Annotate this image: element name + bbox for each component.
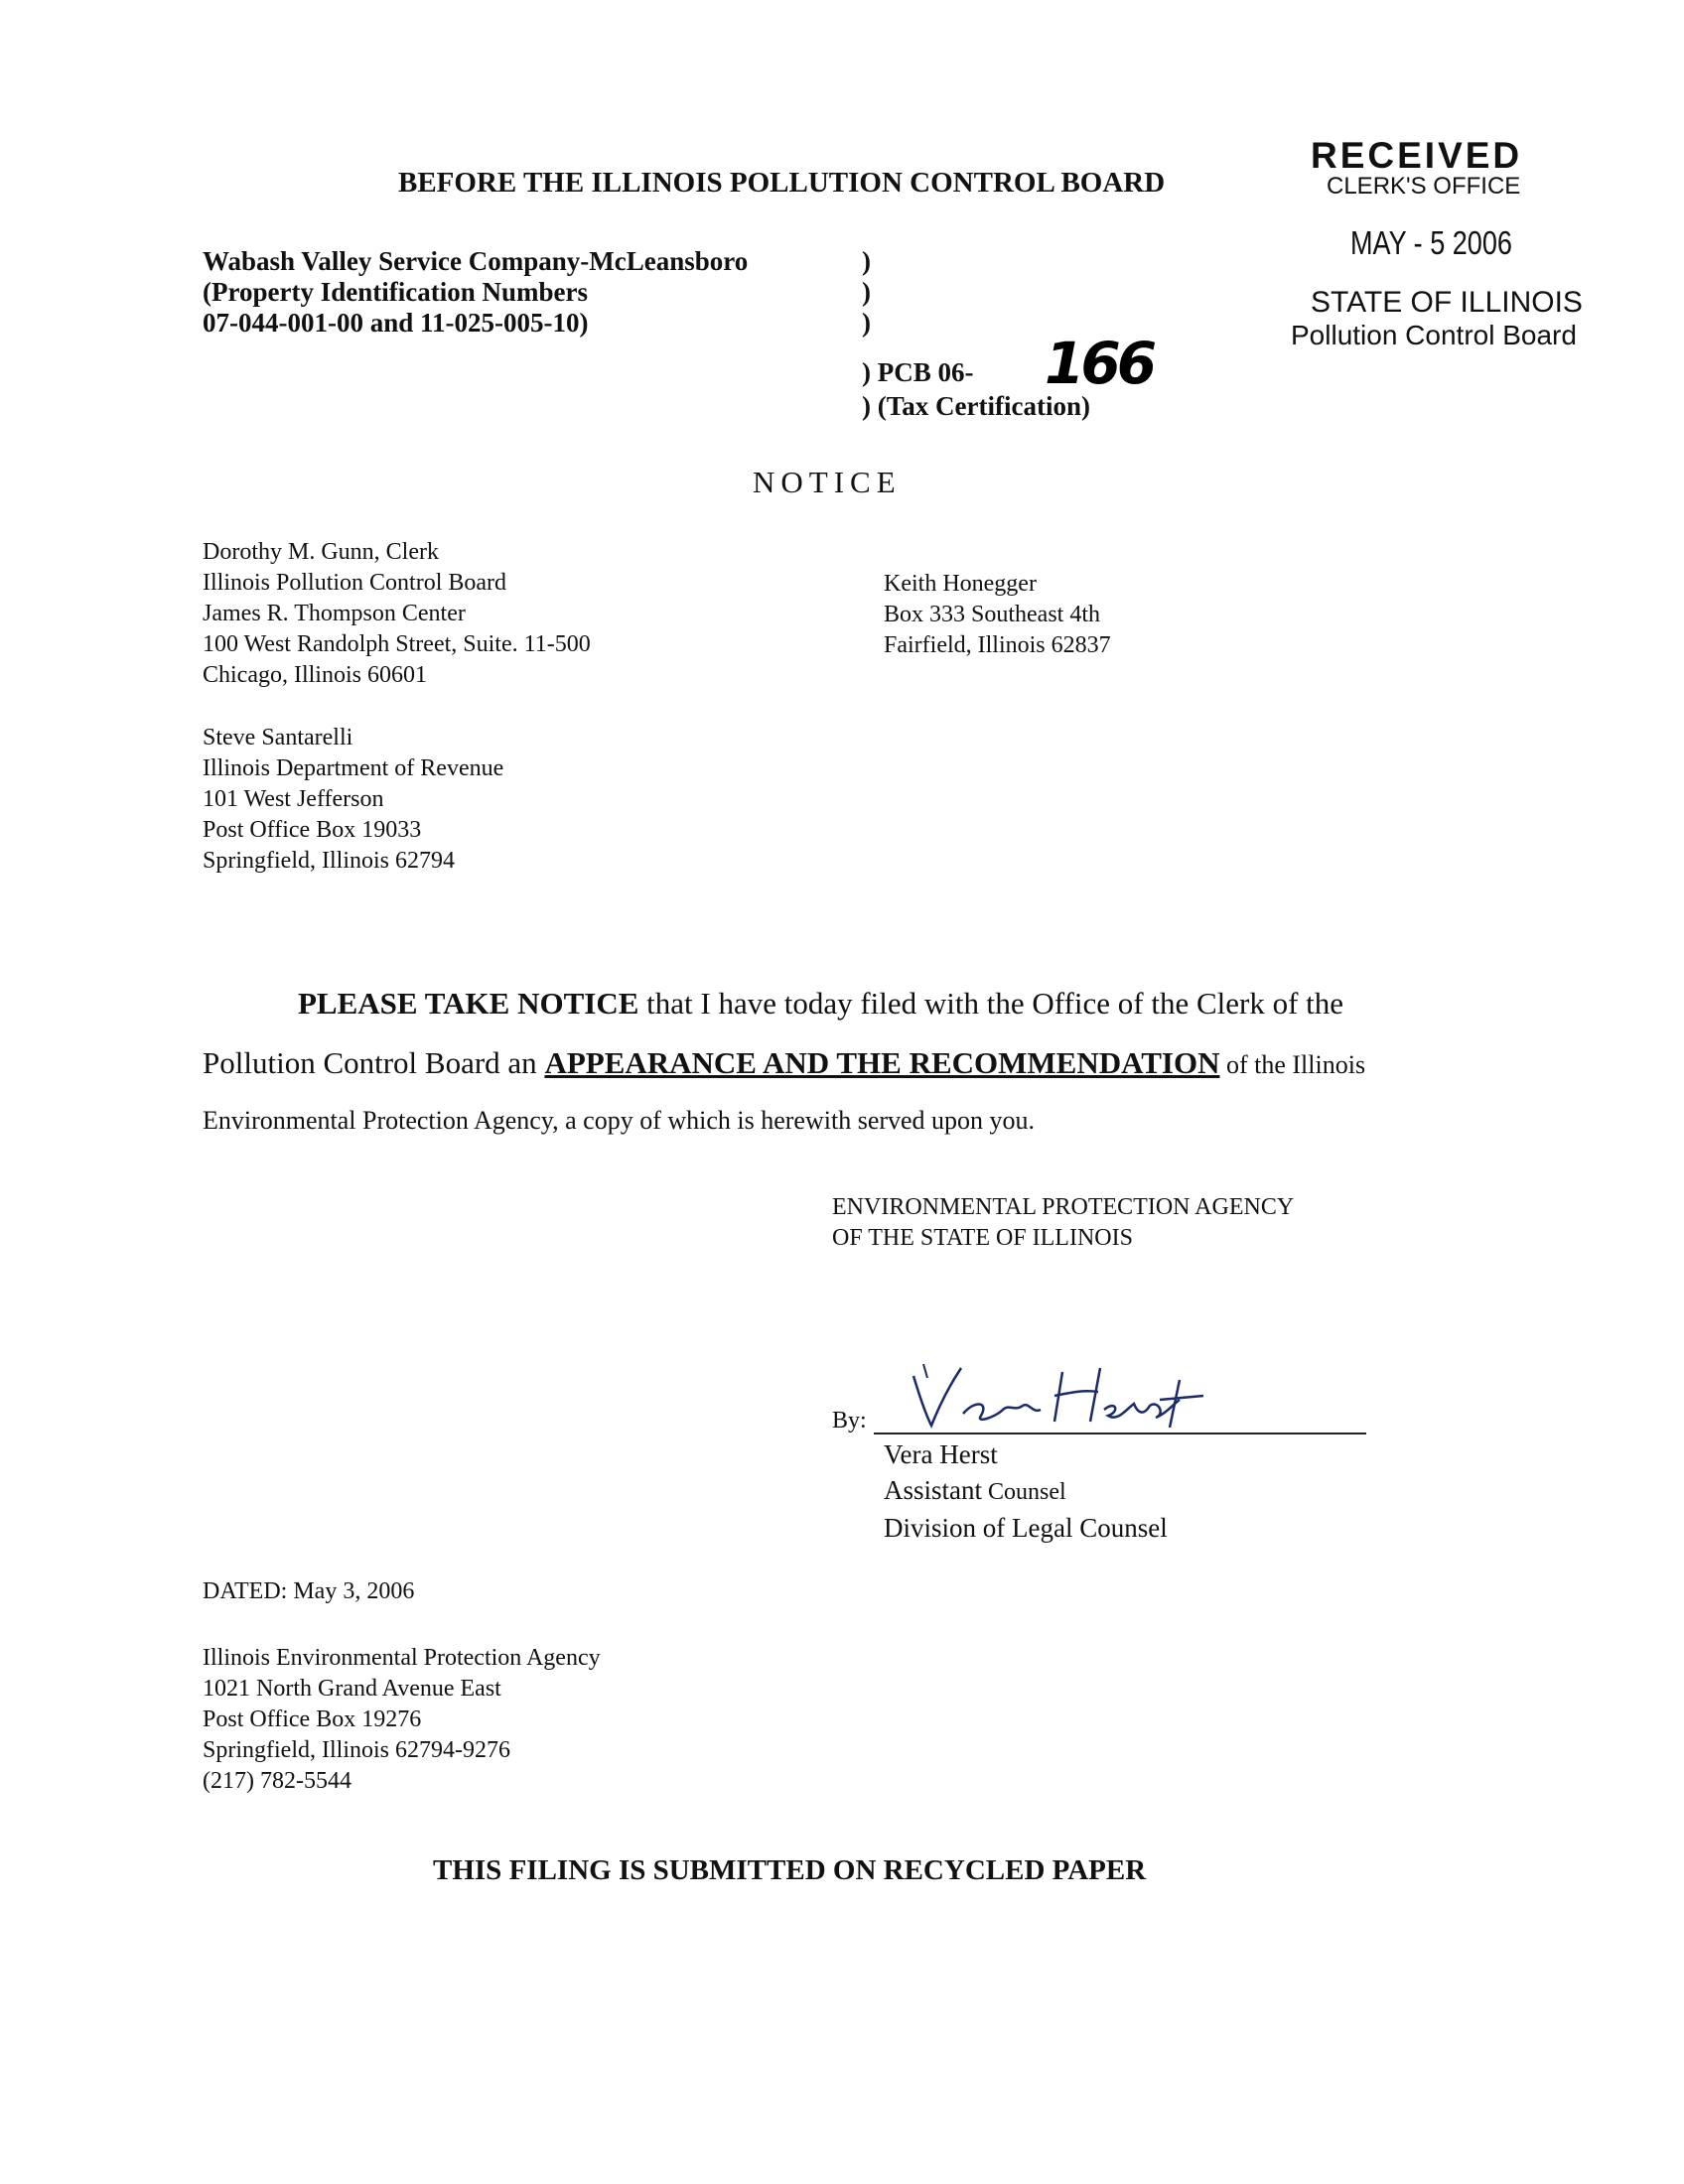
caption-pin-label: (Property Identification Numbers <box>203 277 588 307</box>
handwritten-signature <box>906 1356 1223 1440</box>
address-line: 100 West Randolph Street, Suite. 11-500 <box>203 631 591 657</box>
notice-body-line-1 <box>298 986 1343 1022</box>
recycled-paper-footer: THIS FILING IS SUBMITTED ON RECYCLED PAPER <box>433 1854 1147 1886</box>
recipient-clerk-address <box>203 537 591 691</box>
by-label: By: <box>832 1408 867 1433</box>
address-line: James R. Thompson Center <box>203 601 466 626</box>
signer-title-b: Counsel <box>982 1479 1066 1505</box>
agency-line: OF THE STATE OF ILLINOIS <box>832 1225 1133 1251</box>
address-line: Dorothy M. Gunn, Clerk <box>203 539 439 565</box>
caption-pin-values: 07-044-001-00 and 11-025-005-10) <box>203 308 589 338</box>
address-line: Steve Santarelli <box>203 725 353 751</box>
address-line: Illinois Department of Revenue <box>203 755 504 781</box>
filing-title: APPEARANCE AND THE RECOMMENDATION <box>544 1045 1220 1080</box>
address-line: Springfield, Illinois 62794 <box>203 848 455 874</box>
address-line: 1021 North Grand Avenue East <box>203 1676 501 1702</box>
dated-line: DATED: May 3, 2006 <box>203 1578 415 1604</box>
caption-party: Wabash Valley Service Company-McLeansboro <box>203 246 749 276</box>
address-line: Illinois Environmental Protection Agency <box>203 1645 601 1671</box>
signer-division: Division of Legal Counsel <box>884 1513 1168 1543</box>
address-line: Chicago, Illinois 60601 <box>203 662 427 688</box>
stamp-received-label: RECEIVED <box>1311 135 1523 176</box>
case-number-handwritten: 166 <box>1045 330 1154 397</box>
address-line: 101 West Jefferson <box>203 786 384 812</box>
address-line: Post Office Box 19033 <box>203 817 422 843</box>
stamp-date: MAY - 5 2006 <box>1350 224 1512 261</box>
notice-text: Pollution Control Board an <box>203 1045 545 1080</box>
caption-parens <box>862 246 871 339</box>
stamp-board: Pollution Control Board <box>1291 320 1577 350</box>
signer-name: Vera Herst <box>884 1439 998 1469</box>
address-line: Springfield, Illinois 62794-9276 <box>203 1737 510 1763</box>
stamp-office-label: CLERK'S OFFICE <box>1327 173 1521 200</box>
recipient-santarelli-address <box>203 723 503 877</box>
caption-paren: ) <box>862 246 871 276</box>
notice-lead: PLEASE TAKE NOTICE <box>298 986 639 1021</box>
notice-body-line-3: Environmental Protection Agency, a copy of which is herewith served upon you. <box>203 1106 1036 1135</box>
signer-title <box>884 1472 1168 1510</box>
stamp-state: STATE OF ILLINOIS <box>1311 286 1583 319</box>
agency-name <box>832 1192 1294 1254</box>
signer-block <box>884 1436 1168 1546</box>
page-title: BEFORE THE ILLINOIS POLLUTION CONTROL BOARD <box>398 167 1166 199</box>
caption-paren: ) <box>862 308 871 338</box>
notice-heading: NOTICE <box>753 465 902 499</box>
iepa-address <box>203 1643 601 1797</box>
address-line: Keith Honegger <box>884 571 1037 597</box>
address-line: Fairfield, Illinois 62837 <box>884 632 1111 658</box>
notice-text: that I have today filed with the Office of the Clerk of the <box>638 986 1344 1021</box>
case-caption <box>203 246 748 339</box>
case-number-prefix: ) PCB 06- <box>862 357 974 387</box>
address-line: (217) 782-5544 <box>203 1768 351 1794</box>
case-type: ) (Tax Certification) <box>862 391 1090 421</box>
agency-line: ENVIRONMENTAL PROTECTION AGENCY <box>832 1194 1295 1220</box>
notice-text: of the Illinois <box>1219 1050 1366 1079</box>
address-line: Box 333 Southeast 4th <box>884 602 1101 627</box>
address-line: Illinois Pollution Control Board <box>203 570 507 596</box>
notice-body-line-2 <box>203 1045 1365 1081</box>
recipient-honegger-address <box>884 569 1111 661</box>
signer-title-a: Assistant <box>884 1475 983 1505</box>
caption-paren: ) <box>862 277 871 307</box>
address-line: Post Office Box 19276 <box>203 1706 422 1732</box>
